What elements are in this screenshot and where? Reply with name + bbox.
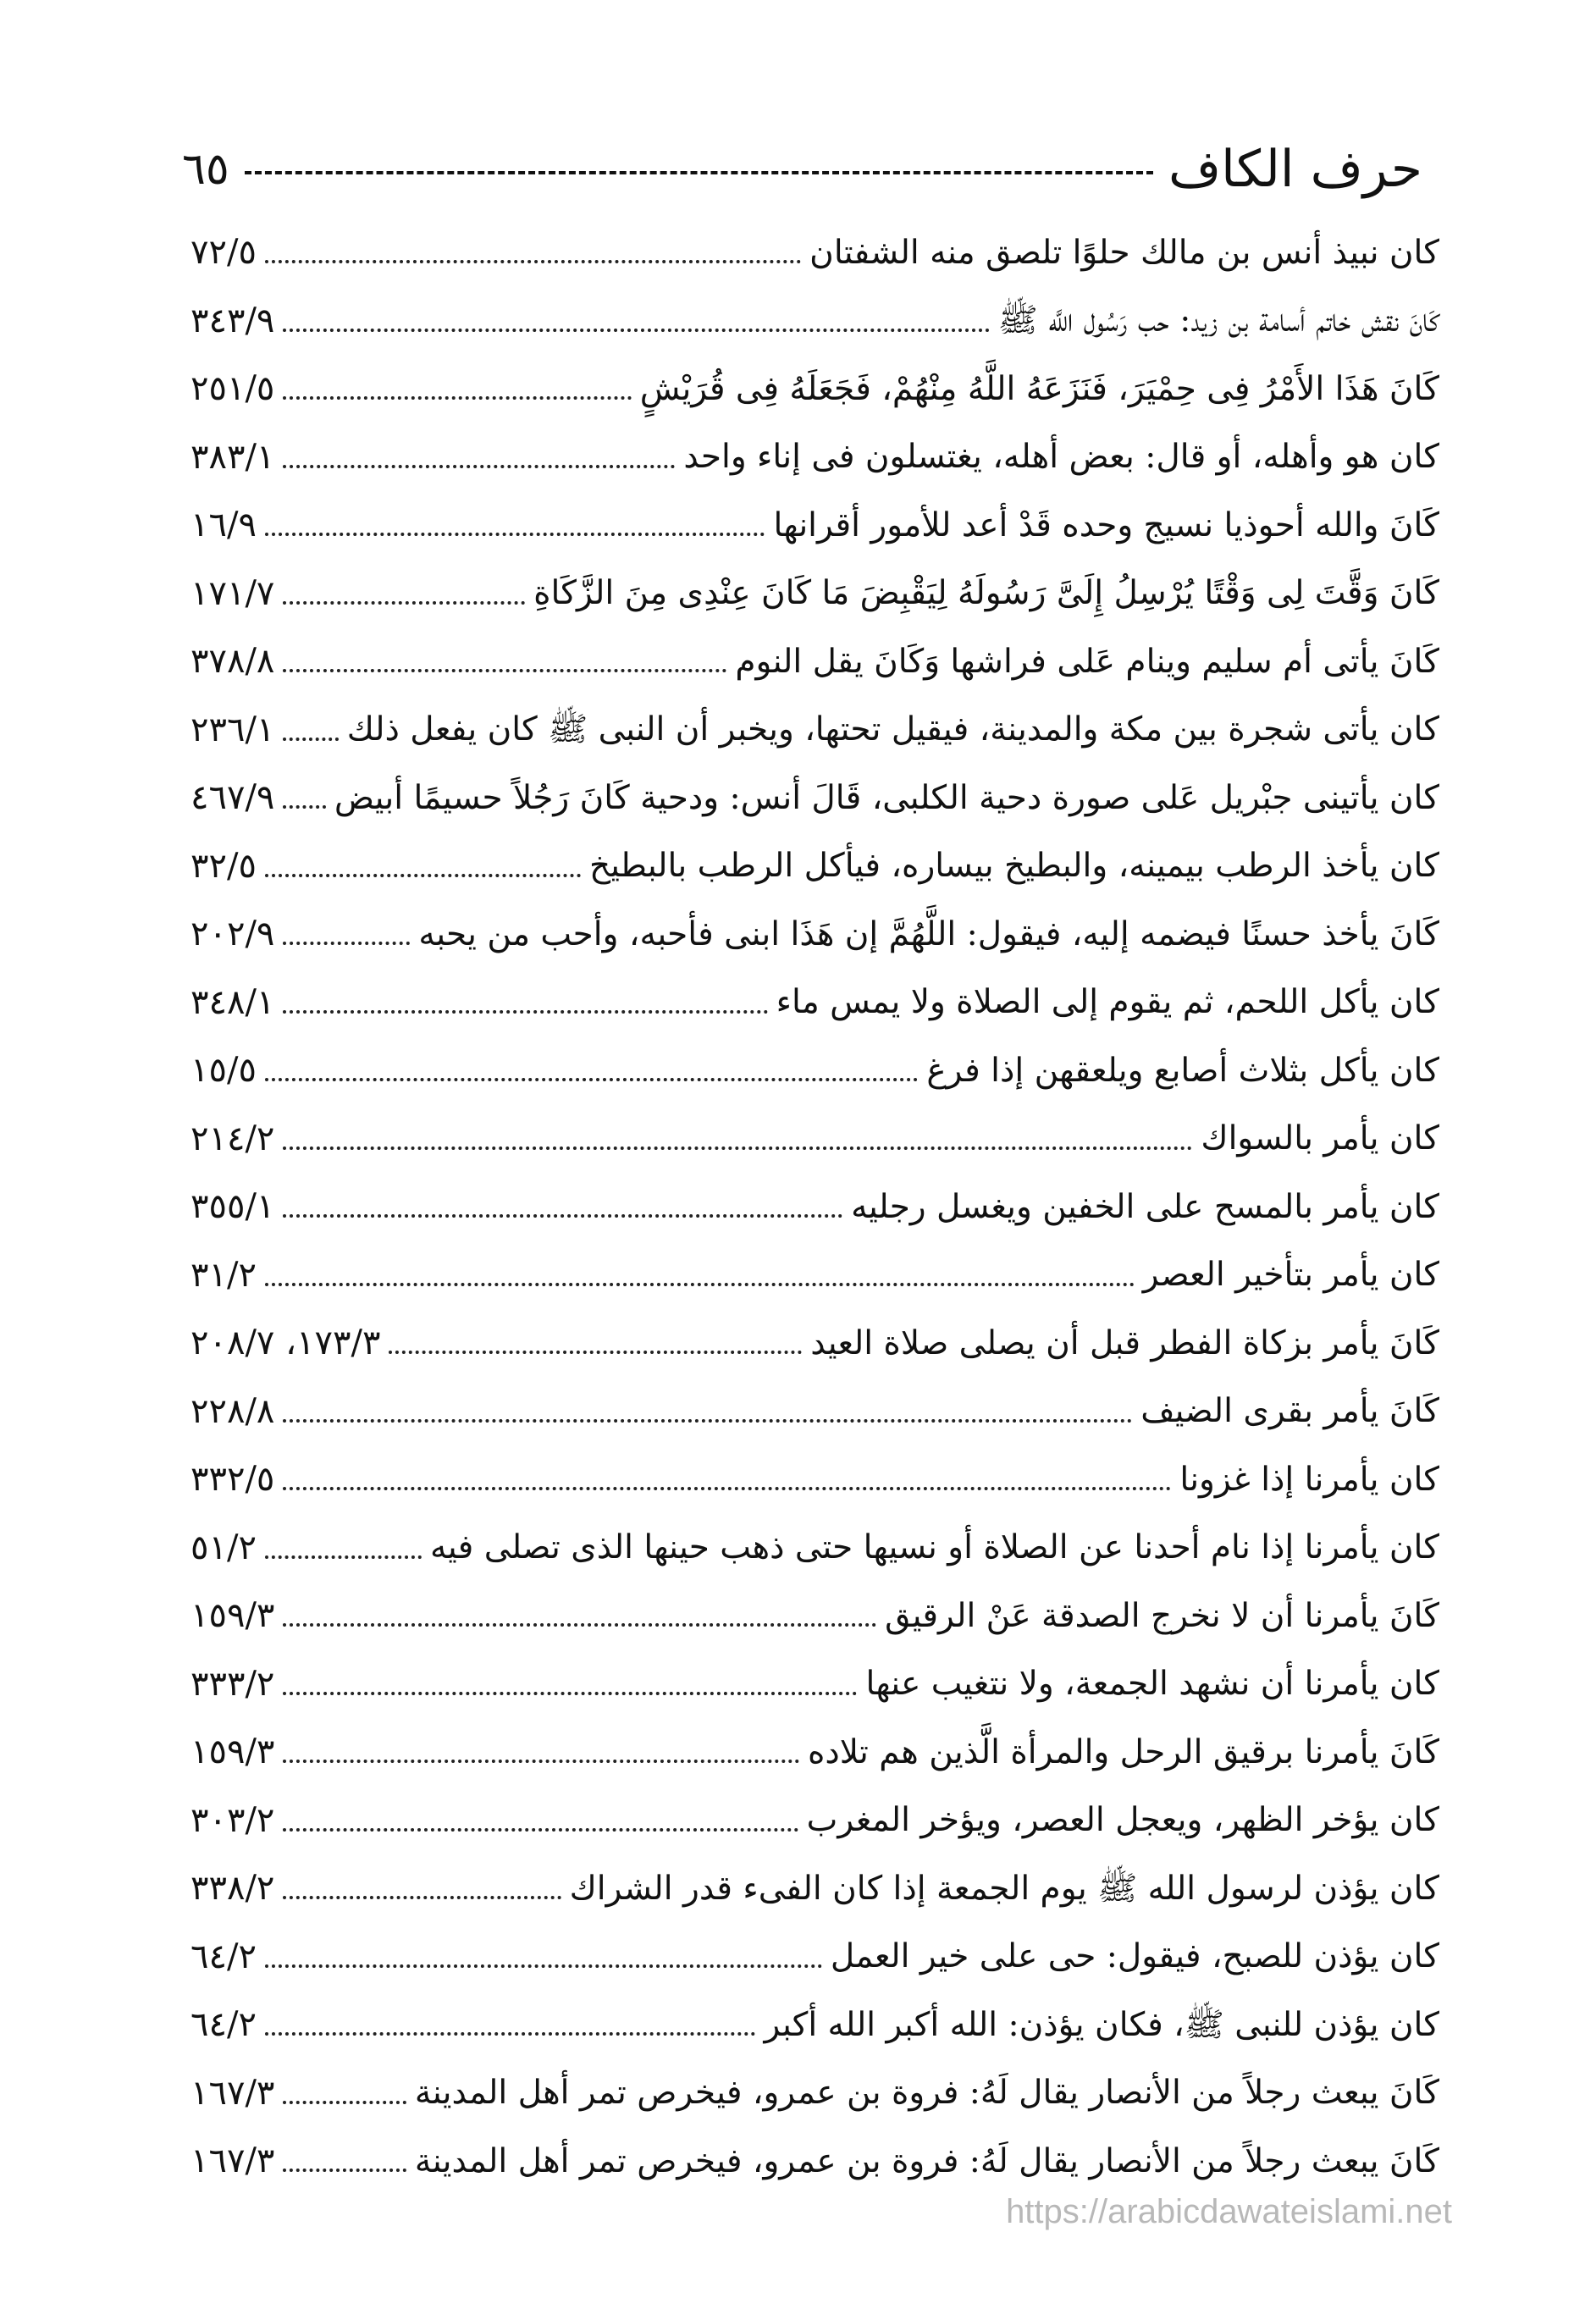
dot-leader: [283, 1214, 842, 1218]
entry-reference: ١٥/٥: [191, 1051, 257, 1091]
entry-text: كان يأتى شجرة بين مكة والمدينة، فيقيل تحتها، ويخبر أن النبى ﷺ كان يفعل ذلك: [346, 710, 1439, 749]
index-entry: [191, 218, 1439, 287]
index-entry: [191, 560, 1439, 628]
entry-text: كان يأمرنا إذا غزونا: [1179, 1460, 1439, 1499]
index-entry: [191, 2127, 1439, 2196]
entry-reference: ١٧١/٧: [191, 573, 275, 613]
entry-reference: ٣٣٣/٢: [191, 1664, 275, 1704]
index-entry: [191, 2059, 1439, 2128]
index-entry: [191, 1582, 1439, 1650]
index-entry: [191, 832, 1439, 901]
dot-leader: [283, 942, 410, 945]
entry-reference: ٢١٤/٢: [191, 1119, 275, 1158]
dot-leader: [389, 1351, 802, 1354]
index-entry: [191, 696, 1439, 765]
dot-leader: [283, 465, 675, 468]
index-entry: [191, 1854, 1439, 1923]
chapter-title: حرف الكاف: [1168, 140, 1422, 199]
dot-leader: [265, 1964, 822, 1968]
dot-leader: [283, 396, 631, 400]
entry-reference: ٣٣٨/٢: [191, 1869, 275, 1909]
index-entry: [191, 1173, 1439, 1241]
index-entry: [191, 1378, 1439, 1446]
dot-leader: [283, 2169, 406, 2172]
entry-text: كان يأمرنا إذا نام أحدنا عن الصلاة أو نسيها حتى ذهب حينها الذى تصلى فيه: [430, 1528, 1439, 1567]
dot-leader: [283, 669, 726, 672]
entry-text: كان يؤذن للنبى ﷺ، فكان يؤذن: الله أكبر الله أكبر: [764, 2005, 1439, 2044]
entry-text: كَانَ يأمرنا برقيق الرحل والمرأة الَّذين هم تلاده: [807, 1732, 1439, 1771]
index-entry: [191, 491, 1439, 560]
entry-text: كَانَ يبعث رجلاً من الأنصار يقال لَهُ: فروة بن عمرو، فيخرص تمر أهل المدينة: [414, 2074, 1439, 2113]
entry-reference: ٣٠٣/٢: [191, 1800, 275, 1840]
index-entry: [191, 1514, 1439, 1583]
entry-reference: ٣٤٣/٩: [191, 301, 275, 340]
dot-leader: [283, 1419, 1132, 1423]
dot-leader: [265, 1555, 422, 1559]
index-entry: [191, 1445, 1439, 1514]
entry-text: كان يأمرنا أن نشهد الجمعة، ولا نتغيب عنها: [865, 1665, 1439, 1704]
index-entry: [191, 1036, 1439, 1105]
index-entry: [191, 627, 1439, 696]
entry-text: كَانَ نقش خاتم أسامة بن زيد: حب رَسُول اللَّه ﷺ: [997, 301, 1439, 340]
dot-leader: [283, 601, 525, 605]
entry-text: كان يأكل اللحم، ثم يقوم إلى الصلاة ولا يمس ماء: [776, 983, 1439, 1022]
dot-leader: [283, 2101, 406, 2104]
entry-text: كان يأتينى جبْريل عَلى صورة دحية الكلبى، قَالَ أنس: ودحية كَانَ رَجُلاً حسيمًا أبيض: [334, 778, 1439, 817]
running-header: [182, 135, 1422, 203]
index-entry: [191, 1991, 1439, 2059]
entry-text: كَانَ يأمر بقرى الضيف: [1140, 1392, 1439, 1431]
index-entry: [191, 1718, 1439, 1787]
entry-text: كان يؤذن لرسول الله ﷺ يوم الجمعة إذا كان الفىء قدر الشراك: [569, 1869, 1439, 1908]
entry-text: كان يأخذ الرطب بيمينه، والبطيخ بيساره، فيأكل الرطب بالبطيخ: [588, 847, 1439, 886]
entry-text: كَانَ يأمر بزكاة الفطر قبل أن يصلى صلاة العيد: [810, 1323, 1439, 1362]
entry-reference: ٢٢٨/٨: [191, 1391, 275, 1431]
entry-text: كان يؤخر الظهر، ويعجل العصر، ويؤخر المغرب: [806, 1801, 1439, 1840]
dot-leader: [265, 1078, 918, 1081]
entry-reference: ٦٤/٢: [191, 2005, 257, 2045]
dot-leader: [265, 2032, 756, 2036]
entry-reference: ٢٣٦/١: [191, 710, 275, 749]
entry-text: كان يأمر بالسواك: [1201, 1119, 1439, 1158]
index-entry: [191, 1650, 1439, 1719]
dot-leader: [283, 738, 338, 741]
dot-leader: [283, 805, 325, 809]
index-entry: [191, 1241, 1439, 1310]
entry-reference: ١٦/٩: [191, 506, 257, 545]
dot-leader: [283, 1623, 876, 1627]
entry-text: كَانَ والله أحوذيا نسيج وحده قَدْ أعد للأمور أقرانها: [773, 506, 1439, 544]
dot-leader: [283, 1487, 1171, 1490]
dot-leader: [265, 260, 801, 263]
entry-reference: ٣٧٨/٨: [191, 642, 275, 682]
entry-text: كان هو وأهله، أو قال: بعض أهله، يغتسلون فى إناء واحد: [683, 438, 1439, 477]
page-number: ٦٥: [182, 144, 229, 195]
entry-reference: ٤٦٧/٩: [191, 778, 275, 818]
entry-reference: ٣٥٥/١: [191, 1187, 275, 1227]
entry-reference: ١٥٩/٣: [191, 1596, 275, 1636]
entry-text: كَانَ يأتى أم سليم وينام عَلى فراشها وَكَانَ يقل النوم: [735, 642, 1439, 681]
entry-text: كَانَ يأمرنا أن لا نخرج الصدقة عَنْ الرقيق: [885, 1596, 1439, 1635]
index-entry: [191, 1923, 1439, 1992]
index-entry: [191, 764, 1439, 832]
index-entry: [191, 1787, 1439, 1855]
entry-reference: ٧٢/٥: [191, 233, 257, 273]
index-entry: [191, 423, 1439, 492]
entry-text: كَانَ يأخذ حسنًا فيضمه إليه، فيقول: اللَّهُمَّ إن هَذَا ابنى فأحبه، وأحب من يحبه: [418, 914, 1439, 953]
entry-reference: ٣٣٢/٥: [191, 1460, 275, 1500]
dot-leader: [283, 1692, 857, 1695]
index-entry: [191, 1309, 1439, 1378]
entry-text: كان نبيذ أنس بن مالك حلوًا تلصق منه الشفتان: [809, 233, 1439, 272]
dot-leader: [265, 874, 581, 877]
index-entry: [191, 900, 1439, 969]
entry-reference: ١٥٩/٣: [191, 1732, 275, 1772]
entry-reference: ١٦٧/٣: [191, 2141, 275, 2181]
entry-reference: ١٧٣/٣، ٢٠٨/٧: [191, 1323, 381, 1363]
entry-reference: ٢٥١/٥: [191, 369, 275, 409]
entry-text: كان يأمر بتأخير العصر: [1142, 1256, 1439, 1295]
index-entry: [191, 287, 1439, 356]
dot-leader: [265, 533, 765, 536]
entry-text: كان يأكل بثلاث أصابع ويلعقهن إذا فرغ: [926, 1051, 1439, 1090]
entry-text: كان يؤذن للصبح، فيقول: حى على خير العمل: [830, 1937, 1439, 1976]
index-entry: [191, 355, 1439, 423]
entry-text: كَانَ وَقَّتَ لِى وَقْتًا يُرْسِلُ إِلَىَّ رَسُولَهُ لِيَقْبِضَ مَا كَانَ عِنْدِى مِنَ الزَّكَاةِ: [533, 574, 1439, 613]
entry-text: كَانَ يبعث رجلاً من الأنصار يقال لَهُ: فروة بن عمرو، فيخرص تمر أهل المدينة: [414, 2141, 1439, 2180]
entry-reference: ١٦٧/٣: [191, 2073, 275, 2113]
index-entry: [191, 969, 1439, 1037]
dot-leader: [283, 1828, 798, 1832]
dot-leader: [283, 329, 989, 332]
dot-leader: [283, 1146, 1192, 1150]
entry-reference: ٥١/٢: [191, 1528, 257, 1567]
entry-reference: ٣٢/٥: [191, 846, 257, 886]
entry-reference: ٢٠٢/٩: [191, 914, 275, 954]
dot-leader: [283, 1760, 799, 1763]
dot-leader: [283, 1896, 561, 1899]
entry-reference: ٦٤/٢: [191, 1937, 257, 1976]
dot-leader: [283, 1010, 767, 1014]
entry-reference: ٣١/٢: [191, 1255, 257, 1295]
header-dashed-rule: [245, 171, 1153, 174]
entry-reference: ٣٨٣/١: [191, 437, 275, 477]
index-entry: [191, 1105, 1439, 1174]
entry-text: كان يأمر بالمسح على الخفين ويغسل رجليه: [851, 1187, 1439, 1226]
index-entries: [191, 218, 1439, 2196]
dot-leader: [265, 1283, 1135, 1286]
watermark: https://arabicdawateislami.net: [1006, 2193, 1452, 2230]
entry-reference: ٣٤٨/١: [191, 982, 275, 1022]
entry-text: كَانَ هَذَا الأَمْرُ فِى حِمْيَرَ، فَنَزَعَهُ اللَّهُ مِنْهُمْ، فَجَعَلَهُ فِى قُرَيْشٍ: [639, 369, 1439, 408]
